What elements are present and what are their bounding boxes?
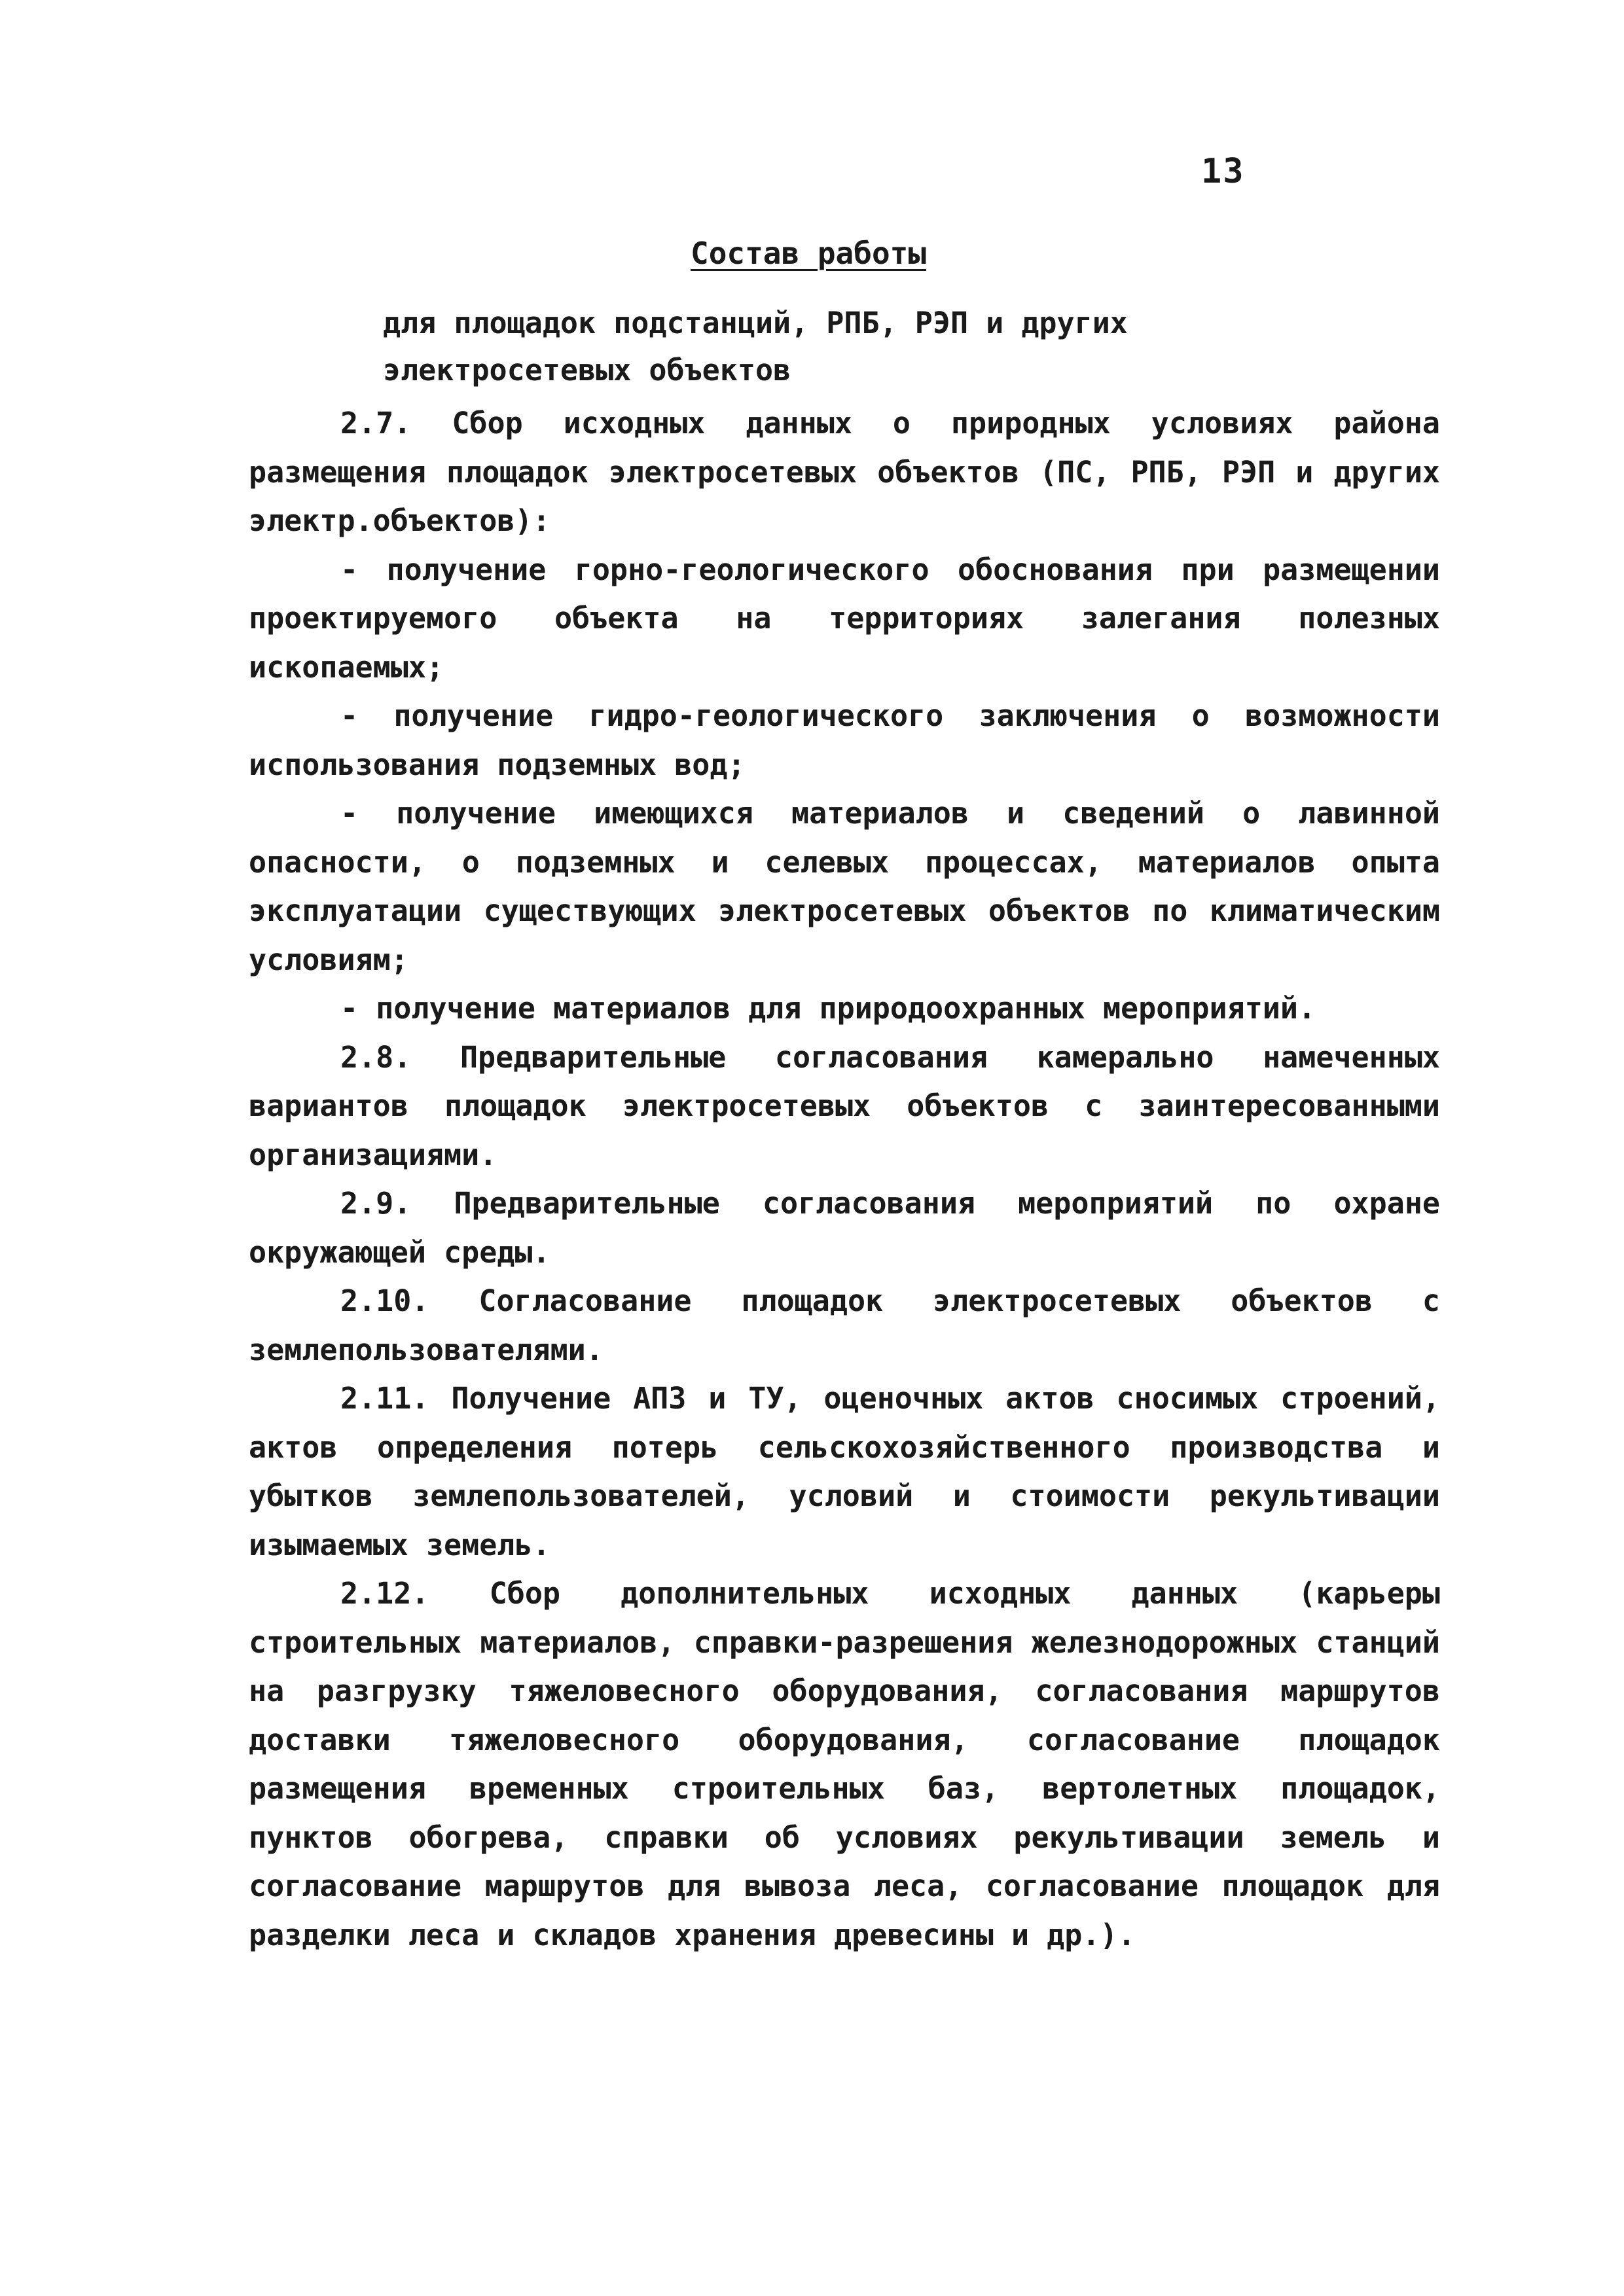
list-item: - получение материалов для природоохранных мероприятий. (340, 991, 1316, 1026)
section-subheading: для площадок подстанций, РПБ, РЭП и других электросетевых объектов (383, 306, 1128, 387)
list-item: - получение имеющихся материалов и сведений о лавинной опасности, о подземных и селевых процессах, материалов опыта эксплуатации существующих электросетевых объектов по климатическим условиям; (249, 796, 1440, 977)
section-heading: Состав работы (691, 236, 927, 271)
paragraph-2-7: 2.7. Сбор исходных данных о природных условиях района размещения площадок электросетевых объектов (ПС, РПБ, РЭП и других электр.объектов): (249, 406, 1440, 538)
paragraph-2-8: 2.8. Предварительные согласования камерально намеченных вариантов площадок электросетевых объектов с заинтересованными организациями. (249, 1039, 1440, 1172)
paragraph-2-9: 2.9. Предварительные согласования мероприятий по охране окружающей среды. (249, 1186, 1440, 1270)
paragraph-2-10: 2.10. Согласование площадок электросетевых объектов с землепользователями. (249, 1283, 1440, 1367)
list-item: - получение горно-геологического обоснования при размещении проектируемого объекта на территориях залегания полезных ископаемых; (249, 552, 1440, 685)
document-body (249, 399, 1440, 1960)
list-item: - получение гидро-геологического заключения о возможности использования подземных вод; (249, 698, 1440, 782)
page-number: 13 (1201, 152, 1245, 191)
paragraph-2-12: 2.12. Сбор дополнительных исходных данных (карьеры строительных материалов, справки-разрешения железнодорожных станций на разгрузку тяжеловесного оборудования, согласования маршрутов доставки тяжеловесного оборудования, согласование площадок размещения временных строительных баз, вертолетных площадок, пунктов обогрева, справки об условиях рекультивации земель и согласование маршрутов для вывоза леса, согласование площадок для разделки леса и складов хранения древесины и др.). (249, 1576, 1440, 1952)
paragraph-2-11: 2.11. Получение АПЗ и ТУ, оценочных актов сносимых строений, актов определения потерь сельскохозяйственного производства и убытков землепользователей, условий и стоимости рекультивации изымаемых земель. (249, 1381, 1440, 1562)
